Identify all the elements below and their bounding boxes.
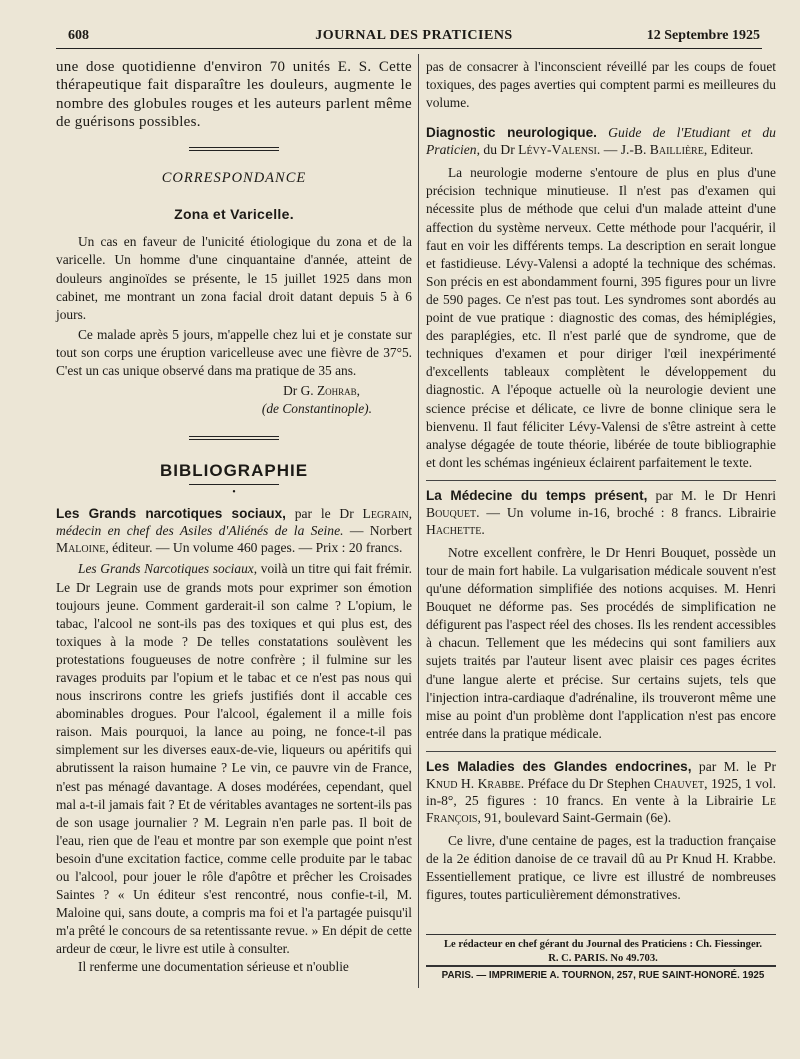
entry-author: Bouquet bbox=[426, 504, 477, 520]
entry-medecine-header: La Médecine du temps présent, par M. le Dr Henri Bouquet. — Un volume in-16, broché : 8 francs. Librairie Hachette. bbox=[426, 487, 776, 537]
entry-diagnostic-body: La neurologie moderne s'entoure de plus en plus d'une précision technique minutieuse. Il n'est pas d'examen qui nécessite plus de méthode que celui d'un malade atteint d'une affection du système nerveux. Cette méthode pour l'acquérir, il faut en voir les différents temps. La description en serait longue et fastidieuse. Lévy-Valensi a adopté la technique des schémas. Son précis en est abondamment fourni, 395 figures pour un livre de 590 pages. Ce n'est pas tout. Les syndromes sont abordés au point de vue pratique : diagnostic des comas, des hémiplégies, des paraplégies, etc. Il n'est parlé que de syndrome, que de techniques d'examen et pour diriger l'œil inexpérimenté d'excellents tableaux complètent le développement du diagnostic. A l'époque actuelle où la neurologie devient une science précise et délicate, ce livre de bonne clinique sera le bienvenu. Il faut féliciter Lévy-Valensi de s'être astreint à cette analyse dégagée de toute théorie, libérée de toute bibliographie et dont les schémas ingénieux éclairent parfaitement le texte. bbox=[426, 165, 776, 470]
entry-author: Lévy-Valensi bbox=[518, 142, 597, 158]
page-number: 608 bbox=[68, 28, 89, 43]
entry-preface-author: Chauvet bbox=[653, 775, 705, 791]
entry-editor: Hachette bbox=[426, 521, 482, 537]
entry-diagnostic-header: Diagnostic neurologique. Guide de l'Etudiant et du Praticien, du Dr Lévy-Valensi. — J.-B. Baillière, Editeur. bbox=[426, 125, 776, 158]
journal-title: JOURNAL DES PRATICIENS bbox=[315, 28, 513, 43]
signature-place: (de Constantinople). bbox=[261, 401, 372, 417]
footer-rule bbox=[426, 965, 776, 967]
entry-editor: Maloine bbox=[56, 540, 106, 556]
left-column bbox=[56, 58, 412, 977]
issue-date: 12 Septembre 1925 bbox=[646, 28, 760, 43]
signature-surname: Zohrab, bbox=[316, 383, 360, 399]
entry-narcotiques-body: Les Grands Narcotiques sociaux, voilà un titre qui fait frémir. Le Dr Legrain use de grands mots pour exprimer son émotion toujours jeune. Comment garderait-il son calme ? L'opium, le tabac, l'alcool ne sont-ils pas des toxiques et qui plus est, des toxiques à la mode ? De telles constatations soulèvent les protestations fougueuses de notre confrère ; il fulmine sur les ravages produits par l'opium et le tabac et ce n'est pas nous qui nous inscrirons contre les griefs justifiés dont il accable ces abominables drogues. Pour l'alcool, également il a mille fois raison. Mais pourquoi, la lance au poing, ne fonce-t-il pas simplement sur les diverses eaux-de-vie, liqueurs ou apéritifs qui abrutissent la raison humaine ? Le vin, ce pauvre vin de France, n'est pas ménagé davantage. A doses modérées, cependant, quel mal a-t-il jamais fait ? Et de véritables avantages ne sortent-ils pas de son usage journalier ? M. Legrain n'en parle pas. Il boit de l'eau, rien que de l'eau et montre par son exemple que point n'est besoin d'une excitation factice, comme celle produite par le tabac ou l'alcool, pour jouer le rôle d'apôtre et prêcher les Croisades Saintes ? « Un éditeur s'est rencontré, nous confie-t-il, M. Maloine qui, sans doute, a compris ma foi et l'a partagée puisqu'il m'a prêté le concours de sa retentissante revue. » En dépit de cette ardeur de cœur, le livre est utile à consulter. bbox=[56, 561, 412, 957]
bibliographie-underline bbox=[189, 484, 279, 485]
entry-editor: Le François bbox=[426, 792, 776, 825]
entry-narcotiques-header: Les Grands narcotiques sociaux, par le Dr Legrain, médecin en chef des Asiles d'Aliénés de la Seine. — Norbert Maloine, éditeur. — Un volume 460 pages. — Prix : 20 francs. bbox=[56, 506, 413, 556]
page-header bbox=[68, 26, 760, 48]
intro-paragraph: une dose quotidienne d'environ 70 unités E. S. Cette thérapeutique fait disparaître les douleurs, augmente le nombre des globules rouges et les auteurs parlent même de guérisons possibles. bbox=[56, 59, 412, 130]
entry-glandes-body: Ce livre, d'une centaine de pages, est la traduction française de la 2e édition danoise de ce travail dû au Pr Knud H. Krabbe. Essentiellement pratique, ce livre est illustré de nombreuses figures, toutes particulièrement démonstratives. bbox=[426, 832, 776, 903]
section-divider bbox=[189, 436, 279, 440]
column-divider bbox=[418, 54, 419, 988]
entry-title: Diagnostic neurologique. bbox=[426, 125, 597, 141]
entry-editor: Baillière bbox=[649, 142, 704, 158]
entry-author: Legrain bbox=[362, 506, 409, 522]
correspondance-paragraph-2: Ce malade après 5 jours, m'appelle chez lui et je constate sur tout son corps une éruption varicelleuse avec une fièvre de 37°5. C'est un cas unique observé dans ma pratique de 35 ans. bbox=[56, 326, 412, 379]
signature-name bbox=[56, 382, 412, 400]
footer-printer-line: PARIS. — IMPRIMERIE A. TOURNON, 257, RUE SAINT-HONORÉ. 1925 bbox=[441, 970, 765, 981]
continued-paragraph: pas de consacrer à l'inconscient réveillé par les coups de fouet toxiques, des pages averties qui comptent parmi es meilleures du volume. bbox=[426, 59, 776, 111]
entry-separator bbox=[426, 480, 776, 481]
footer-rc-line: R. C. PARIS. No 49.703. bbox=[548, 952, 658, 964]
footer-rule bbox=[426, 934, 776, 935]
footer-editor-line: Le rédacteur en chef gérant du Journal des Praticiens : Ch. Fiessinger. bbox=[443, 939, 763, 950]
entry-author: Knud H. Krabbe bbox=[426, 775, 521, 791]
bibliographie-title: BIBLIOGRAPHIE bbox=[159, 461, 309, 481]
entry-title: La Médecine du temps présent, bbox=[426, 487, 648, 503]
footer-editor bbox=[426, 938, 780, 965]
signature-prefix: Dr G. bbox=[283, 383, 317, 399]
ornament-dot: • bbox=[232, 487, 236, 499]
entry-narcotiques-last-line: Il renferme une documentation sérieuse et n'oublie bbox=[78, 959, 349, 975]
correspondance-subtitle: Zona et Varicelle. bbox=[174, 206, 294, 223]
entry-separator bbox=[426, 751, 776, 752]
entry-glandes-header: Les Maladies des Glandes endocrines, par M. le Pr Knud H. Krabbe. Préface du Dr Stephen Chauvet, 1925, 1 vol. in-8°, 25 figures : 10 francs. En vente à la Librairie Le François, 91, boulevard Saint-Germain (6e). bbox=[426, 758, 777, 825]
right-column bbox=[426, 58, 776, 904]
correspondance-paragraph-1: Un cas en faveur de l'unicité étiologique du zona et de la varicelle. Un homme d'une cinquantaine d'année, atteint de douleurs anginoïdes se présente, le 15 juillet 1925 dans mon cabinet, me montrant un zona facial droit datant depuis 5 à 6 jours. bbox=[56, 234, 412, 322]
entry-title: Les Maladies des Glandes endocrines, bbox=[426, 758, 692, 774]
header-rule bbox=[56, 48, 762, 49]
entry-title: Les Grands narcotiques sociaux, bbox=[56, 506, 286, 522]
section-divider bbox=[189, 147, 279, 151]
correspondance-title: CORRESPONDANCE bbox=[161, 170, 307, 187]
entry-medecine-body: Notre excellent confrère, le Dr Henri Bouquet, possède un tour de main fort habile. La vulgarisation médicale souvent n'est qu'une déformation simplifiée des notions acquises. M. Henri Bouquet ne déforme pas. Ses procédés de simplification ne défigurent pas l'aspect réel des choses. Ils les rendent accessibles à chacun. Tellement que les médecins qui sont familiers aux sujets traités par l'auteur lisent avec plaisir ces pages écrites d'une langue alerte et précise. Sur certains sujets, tels que l'injection intra-cardiaque d'adrénaline, ils trouveront même une mise au point d'un problème dont l'application n'est pas encore entrée dans la pratique médicale. bbox=[426, 544, 776, 741]
